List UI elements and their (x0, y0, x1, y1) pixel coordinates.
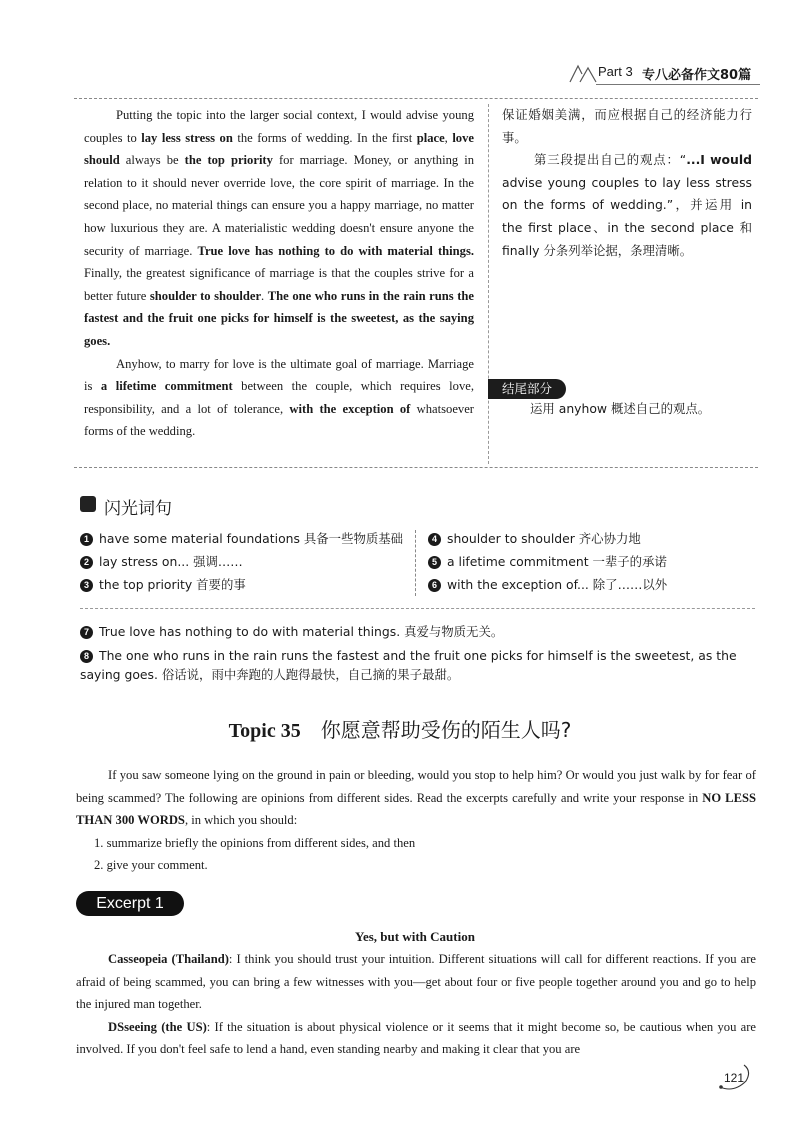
conclusion-note: 运用 anyhow 概述自己的观点。 (530, 401, 711, 416)
opinion-1: Casseopeia (Thailand): I think you should trust your intuition. Different situations will call for different reactions. If you are afraid of being scammed, you can bring a few witnesses with you—get about four or five people together around you and go to help the injured man together. (76, 952, 756, 1012)
essay-paragraph-3: Putting the topic into the larger social context, I would advise young couples to lay less stress on the forms of wedding. In the first place, love should always be the top priority for marriage. Money, or anything in relation to it should never override love, the core spirit of marriage. In the second place, no material things can ensure you a happy marriage, no matter how luxurious they are. A materialistic wedding doesn't ensure anyone the security of marriage. True love has nothing to do with material things. Finally, the greatest significance of marriage is that the couples strive for a better future shoulder to shoulder. The one who runs in the rain runs the fastest and the fruit one picks for himself is the sweetest, as the saying goes. (84, 108, 475, 348)
phrase-item: 8 The one who runs in the rain runs the fastest and the fruit one picks for himself is the sweetest, as the saying goes. 俗话说，雨中奔跑的人跑得最快，自己摘的果子最甜。 (80, 648, 737, 682)
header-part: Part 3 (598, 64, 633, 79)
excerpt-badge: Excerpt 1 (76, 891, 184, 916)
task-2: 2. give your comment. (94, 858, 208, 873)
header-title: 专八必备作文80篇 (642, 68, 752, 83)
phrase-item: 1 have some material foundations 具备一些物质基础 (80, 530, 403, 548)
header-underline (596, 84, 760, 85)
page-number: 121 (724, 1071, 745, 1085)
part-logo-icon (566, 62, 600, 86)
phrase-item: 2 lay stress on... 强调…… (80, 553, 243, 571)
phrase-item: 7 True love has nothing to do with material things. 真爱与物质无关。 (80, 622, 756, 641)
essay-column (84, 104, 474, 443)
flash-section-title: 闪光词句 (104, 499, 172, 519)
phrase-item: 5 a lifetime commitment 一辈子的承诺 (428, 553, 667, 571)
book-icon (80, 496, 96, 512)
prompt-paragraph: If you saw someone lying on the ground in pain or bleeding, would you stop to help him? Or would you just walk by for fear of being scammed? The following are opinions from different sides. Read the excerpts carefully and write your response in NO LESS THAN 300 WORDS, in which you should: (76, 768, 756, 828)
opinion-2: DSseeing (the US): If the situation is about physical violence or it seems that it might become so, be cautious when you are involved. If you don't feel safe to lend a hand, even standing nearby and making it clear that you are (76, 1019, 757, 1057)
topic-prompt (76, 764, 756, 877)
box-top-rule (74, 98, 758, 99)
note-1: 保证婚姻美满，而应根据自己的经济能力行事。 (502, 107, 752, 145)
phrase-item: 4 shoulder to shoulder 齐心协力地 (428, 530, 641, 548)
essay-paragraph-4: Anyhow, to marry for love is the ultimate goal of marriage. Marriage is a lifetime commitment between the couple, which requires love, responsibility, and a lot of tolerance, with the exception of whatsoever forms of the wedding. (84, 356, 474, 439)
conclusion-tag: 结尾部分 (488, 379, 566, 399)
notes-column (502, 104, 752, 262)
phrase-item: 3 the top priority 首要的事 (80, 576, 246, 594)
excerpt-body (76, 948, 756, 1061)
flash-column-divider (415, 530, 416, 596)
flash-rule (80, 608, 755, 609)
task-1: 1. summarize briefly the opinions from different sides, and then (94, 835, 416, 850)
phrase-item: 6 with the exception of... 除了……以外 (428, 576, 667, 594)
box-column-divider (488, 104, 489, 464)
excerpt-heading: Yes, but with Caution (355, 929, 475, 944)
note-2: 第三段提出自己的观点：“...I would advise young couples to lay less stress on the forms of wedding.”，并运用 in the first place、in the second place 和 finally 分条列举论据，条理清晰。 (502, 152, 752, 258)
box-bottom-rule (74, 467, 758, 468)
topic-title: Topic 35 你愿意帮助受伤的陌生人吗? (228, 718, 572, 742)
